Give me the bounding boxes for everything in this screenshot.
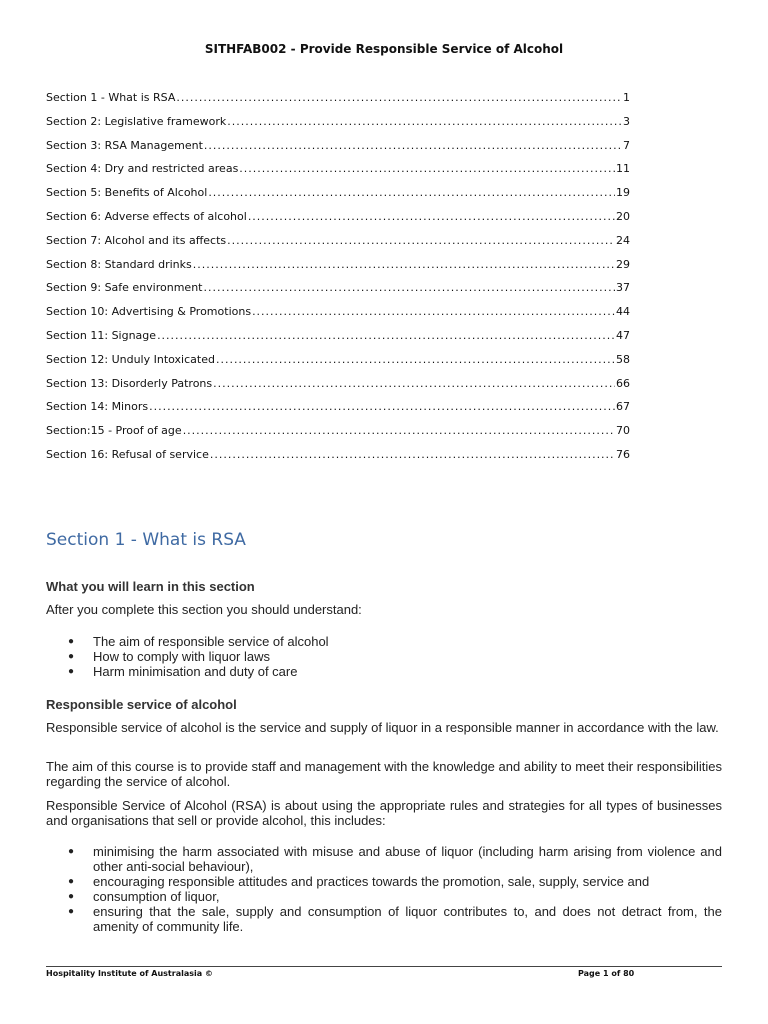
list-item-text: How to comply with liquor laws	[93, 649, 271, 664]
toc-entry-page: 66	[616, 376, 630, 390]
toc-entry[interactable]	[46, 115, 630, 139]
toc-leader	[204, 139, 622, 152]
toc-leader	[157, 329, 615, 342]
toc-entry[interactable]	[46, 186, 630, 210]
toc-entry[interactable]	[46, 329, 630, 353]
list-item	[46, 904, 722, 934]
toc-entry-page: 67	[616, 400, 630, 414]
toc-entry-label: Section 5: Benefits of Alcohol	[46, 186, 208, 200]
toc-leader	[149, 400, 615, 413]
toc-entry-page: 1	[623, 91, 630, 104]
toc-entry-page: 37	[616, 281, 630, 295]
list-item	[46, 649, 722, 664]
paragraph: Responsible service of alcohol is the service and supply of liquor in a responsible manner in accordance with the law.	[46, 720, 719, 735]
toc-entry-label: Section 6: Adverse effects of alcohol	[46, 209, 247, 223]
toc-leader	[239, 162, 615, 175]
toc-leader	[248, 210, 615, 223]
toc-entry-page: 7	[623, 138, 630, 152]
learn-intro: After you complete this section you should understand:	[46, 602, 362, 617]
toc-entry[interactable]	[46, 210, 630, 234]
toc-leader	[208, 186, 615, 199]
document-title: SITHFAB002 - Provide Responsible Service of Alcohol	[204, 42, 564, 56]
section-heading: Section 1 - What is RSA	[46, 530, 246, 550]
toc-entry-page: 76	[616, 447, 630, 461]
toc-leader	[210, 448, 615, 461]
toc-entry-label: Section:15 - Proof of age	[46, 424, 182, 438]
toc-leader	[176, 91, 622, 104]
rsa-heading-text: Responsible service of alcohol	[46, 697, 237, 712]
list-item-text: consumption of liquor,	[93, 889, 220, 904]
list-item	[46, 874, 722, 889]
toc-entry[interactable]	[46, 424, 630, 448]
toc-entry-label: Section 11: Signage	[46, 328, 157, 342]
list-item	[46, 889, 722, 904]
list-item-text: minimising the harm associated with misuse and abuse of liquor (including harm arising from violence and other anti-social behaviour),	[93, 844, 722, 874]
learn-heading	[46, 579, 722, 594]
bullet-icon: ●	[68, 636, 75, 647]
toc-entry-page: 44	[616, 305, 630, 319]
toc-entry-label: Section 2: Legislative framework	[46, 114, 227, 128]
toc-entry[interactable]	[46, 377, 630, 401]
toc-entry-label: Section 13: Disorderly Patrons	[46, 376, 213, 390]
bullet-icon: ●	[68, 876, 75, 887]
toc-entry-page: 29	[616, 257, 630, 271]
toc-entry[interactable]	[46, 448, 630, 472]
bullet-icon: ●	[68, 891, 75, 902]
toc-entry-page: 19	[616, 186, 630, 200]
toc-entry-page: 58	[616, 352, 630, 366]
toc-entry[interactable]	[46, 234, 630, 258]
toc-leader	[193, 258, 615, 271]
toc-entry[interactable]	[46, 162, 630, 186]
toc-entry-label: Section 9: Safe environment	[46, 281, 203, 295]
toc-leader	[203, 281, 615, 294]
toc-leader	[227, 115, 622, 128]
toc-entry-page: 11	[616, 162, 630, 176]
toc-entry-page: 70	[616, 424, 630, 438]
learn-heading-text: What you will learn in this section	[46, 579, 255, 594]
toc-entry-label: Section 14: Minors	[46, 400, 149, 414]
list-item-text: encouraging responsible attitudes and practices towards the promotion, sale, supply, service and	[93, 874, 650, 889]
toc-leader	[213, 377, 615, 390]
toc-entry-page: 24	[616, 233, 630, 247]
list-item-text: ensuring that the sale, supply and consumption of liquor contributes to, and does not detract from, the amenity of community life.	[93, 904, 722, 934]
toc-entry-label: Section 1 - What is RSA	[46, 91, 176, 104]
toc-leader	[216, 353, 615, 366]
bullet-icon: ●	[68, 651, 75, 662]
learn-points-list	[46, 634, 722, 679]
list-item-text: Harm minimisation and duty of care	[93, 664, 298, 679]
toc-entry-label: Section 10: Advertising & Promotions	[46, 305, 252, 319]
list-item-text: The aim of responsible service of alcohol	[93, 634, 329, 649]
toc-entry-label: Section 16: Refusal of service	[46, 447, 209, 461]
table-of-contents	[46, 91, 630, 472]
list-item	[46, 844, 722, 874]
bullet-icon: ●	[68, 846, 75, 857]
toc-entry[interactable]	[46, 353, 630, 377]
toc-entry[interactable]	[46, 139, 630, 163]
list-item	[46, 634, 722, 649]
toc-entry-page: 47	[616, 328, 630, 342]
toc-entry[interactable]	[46, 400, 630, 424]
toc-entry-label: Section 4: Dry and restricted areas	[46, 162, 239, 176]
toc-entry-page: 20	[616, 209, 630, 223]
footer-publisher: Hospitality Institute of Australasia ©	[46, 969, 213, 978]
paragraph: Responsible Service of Alcohol (RSA) is about using the appropriate rules and strategies for all types of businesses and organisations that sell or provide alcohol, this includes:	[46, 798, 722, 828]
includes-list	[46, 844, 722, 934]
toc-entry-label: Section 7: Alcohol and its affects	[46, 233, 227, 247]
toc-leader	[227, 234, 615, 247]
toc-entry-label: Section 3: RSA Management	[46, 138, 203, 152]
footer-divider	[46, 966, 722, 967]
toc-entry-page: 3	[623, 114, 630, 128]
toc-leader	[183, 424, 615, 437]
toc-entry[interactable]	[46, 281, 630, 305]
toc-entry-label: Section 12: Unduly Intoxicated	[46, 352, 215, 366]
list-item	[46, 664, 722, 679]
toc-entry[interactable]	[46, 305, 630, 329]
footer-page-number: Page 1 of 80	[578, 969, 635, 978]
bullet-icon: ●	[68, 666, 75, 677]
bullet-icon: ●	[68, 906, 75, 917]
toc-entry-label: Section 8: Standard drinks	[46, 257, 192, 271]
toc-entry[interactable]	[46, 91, 630, 115]
rsa-heading	[46, 697, 722, 712]
toc-leader	[252, 305, 615, 318]
toc-entry[interactable]	[46, 258, 630, 282]
paragraph: The aim of this course is to provide staff and management with the knowledge and ability to meet their responsibilities regarding the service of alcohol.	[46, 759, 722, 789]
